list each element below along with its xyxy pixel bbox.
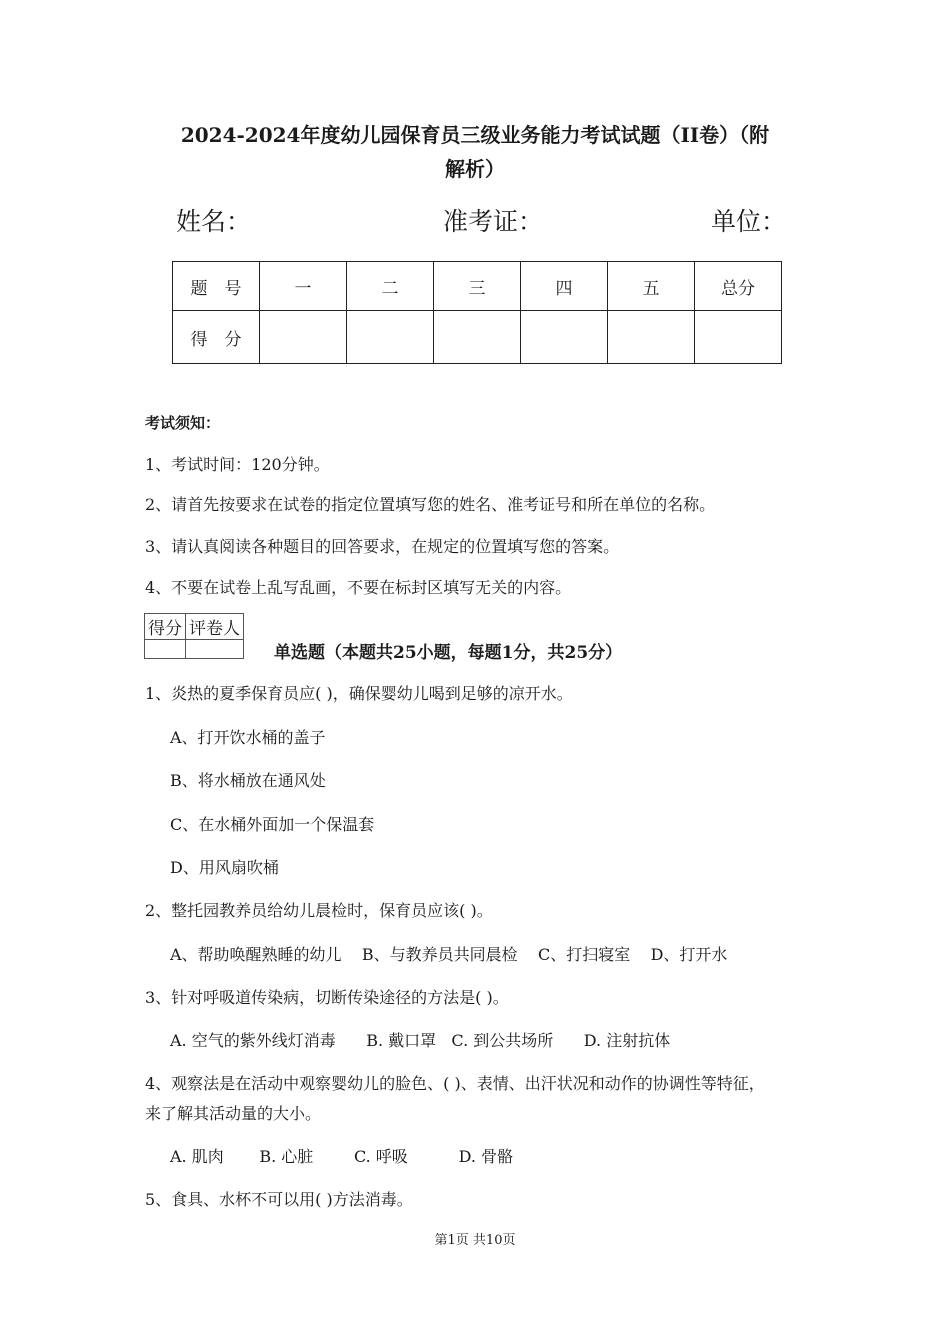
question-3: 3、针对呼吸道传染病，切断传染途径的方法是( )。 bbox=[145, 988, 509, 1007]
score-cell bbox=[347, 311, 434, 364]
notice-item: 3、请认真阅读各种题目的回答要求，在规定的位置填写您的答案。 bbox=[145, 537, 620, 556]
grader-score-cell bbox=[145, 640, 186, 659]
notice-item: 4、不要在试卷上乱写乱画，不要在标封区填写无关的内容。 bbox=[145, 578, 572, 597]
grader-score-label: 得分 bbox=[145, 614, 186, 640]
score-cell bbox=[434, 311, 521, 364]
question-5: 5、食具、水杯不可以用( )方法消毒。 bbox=[145, 1190, 413, 1209]
name-label: 姓名： bbox=[176, 207, 252, 236]
score-cell bbox=[608, 311, 695, 364]
question-4-line1: 4、观察法是在活动中观察婴幼儿的脸色、( )、表情、出汗状况和动作的协调性等特征， bbox=[145, 1074, 765, 1093]
page-footer: 第1页 共10页 bbox=[434, 1233, 516, 1248]
notice-item: 1、考试时间：120分钟。 bbox=[145, 455, 330, 474]
score-header-cell: 二 bbox=[347, 262, 434, 311]
q3-options: A. 空气的紫外线灯消毒 B. 戴口罩 C. 到公共场所 D. 注射抗体 bbox=[170, 1031, 671, 1050]
score-header-cell: 五 bbox=[608, 262, 695, 311]
grader-reviewer-cell bbox=[186, 640, 244, 659]
q1-option-a: A、打开饮水桶的盖子 bbox=[170, 728, 326, 747]
section-title: 单选题（本题共25小题，每题1分，共25分） bbox=[274, 643, 623, 663]
score-table-header-row bbox=[173, 262, 782, 311]
notice-heading: 考试须知： bbox=[145, 414, 221, 432]
exam-title-line2: 解析） bbox=[445, 157, 505, 181]
q2-options: A、帮助唤醒熟睡的幼儿 B、与教养员共同晨检 C、打扫寝室 D、打开水 bbox=[170, 945, 728, 964]
score-header-cell: 三 bbox=[434, 262, 521, 311]
score-header-cell: 总分 bbox=[695, 262, 782, 311]
score-table bbox=[172, 261, 782, 364]
unit-label: 单位： bbox=[711, 207, 787, 236]
question-1: 1、炎热的夏季保育员应( )，确保婴幼儿喝到足够的凉开水。 bbox=[145, 684, 573, 703]
score-header-cell: 题 号 bbox=[173, 262, 260, 311]
question-2: 2、整托园教养员给幼儿晨检时，保育员应该( )。 bbox=[145, 901, 493, 920]
grader-table bbox=[144, 613, 244, 659]
score-header-cell: 四 bbox=[521, 262, 608, 311]
q4-options: A. 肌肉 B. 心脏 C. 呼吸 D. 骨骼 bbox=[170, 1147, 514, 1166]
score-table-score-row bbox=[173, 311, 782, 364]
exam-id-label: 准考证： bbox=[443, 207, 544, 236]
q1-option-b: B、将水桶放在通风处 bbox=[170, 771, 326, 790]
q1-option-c: C、在水桶外面加一个保温套 bbox=[170, 815, 375, 834]
notice-item: 2、请首先按要求在试卷的指定位置填写您的姓名、准考证号和所在单位的名称。 bbox=[145, 495, 716, 514]
score-cell bbox=[260, 311, 347, 364]
exam-title-line1: 2024-2024年度幼儿园保育员三级业务能力考试试题（II卷）（附 bbox=[180, 123, 770, 147]
score-header-cell: 一 bbox=[260, 262, 347, 311]
score-cell bbox=[695, 311, 782, 364]
score-row-label: 得 分 bbox=[173, 311, 260, 364]
score-cell bbox=[521, 311, 608, 364]
q1-option-d: D、用风扇吹桶 bbox=[170, 858, 279, 877]
question-4-line2: 来了解其活动量的大小。 bbox=[145, 1104, 322, 1123]
grader-reviewer-label: 评卷人 bbox=[186, 614, 244, 640]
